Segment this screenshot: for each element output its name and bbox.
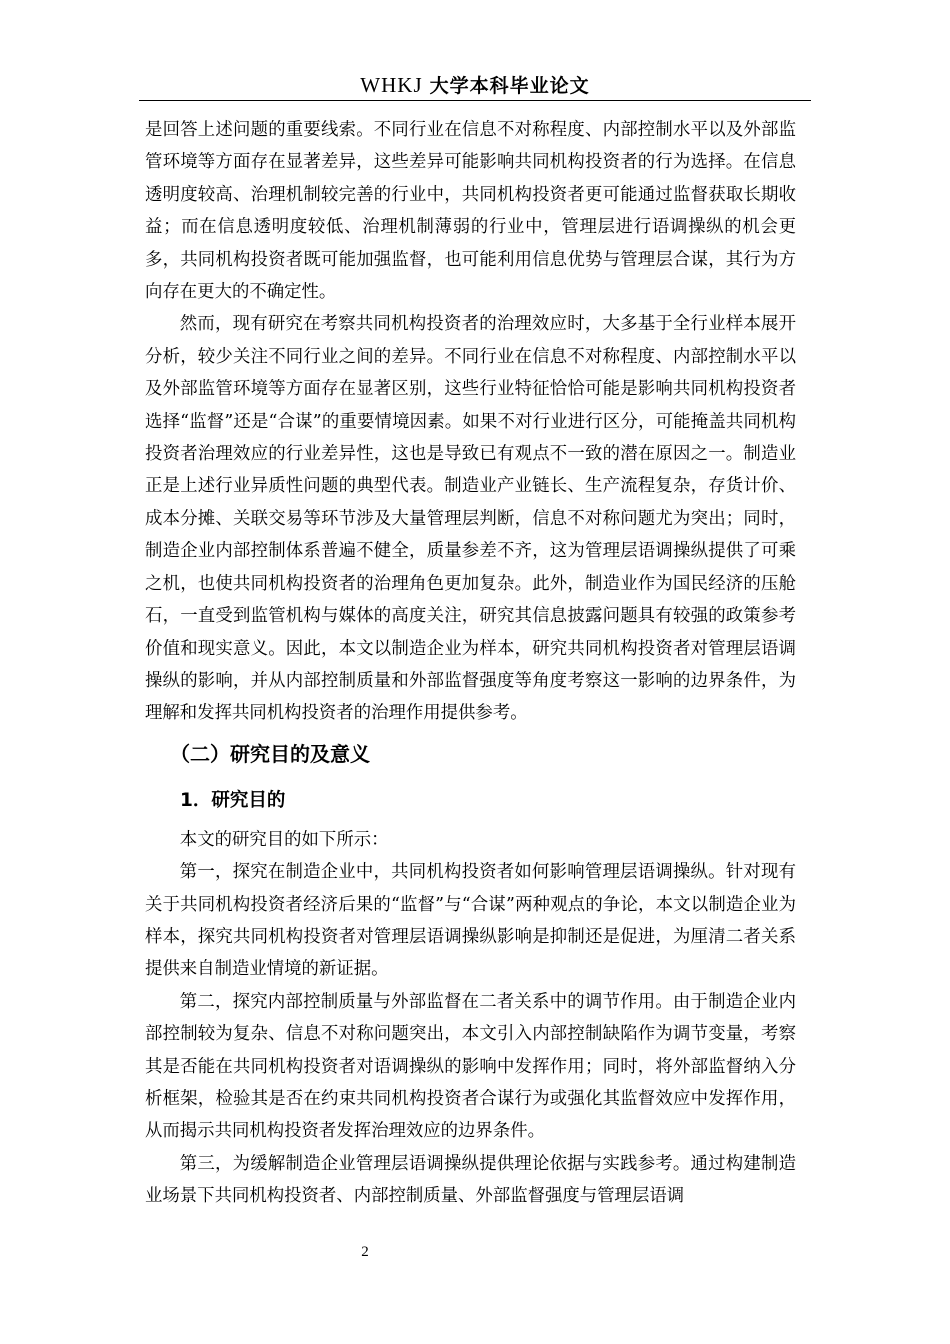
subsection-heading: 1．研究目的 <box>180 789 286 811</box>
running-header <box>139 70 811 100</box>
page-number: 2 <box>361 1244 369 1260</box>
header-title: 大学本科毕业论文 <box>429 75 590 97</box>
paragraph-purpose-third: 第三，为缓解制造企业管理层语调操纵提供理论依据与实践参考。通过构建制造业场景下共同机构投资者、内部控制质量、外部监督强度与管理层语调 <box>145 1153 796 1207</box>
paragraph-purpose-intro: 本文的研究目的如下所示： <box>179 829 389 850</box>
paragraph-purpose-first: 第一，探究在制造企业中，共同机构投资者如何影响管理层语调操纵。针对现有关于共同机构投资者经济后果的“监督”与“合谋”两种观点的争论，本文以制造企业为样本，探究共同机构投资者对管理层语调操纵影响是抑制还是促进，为厘清二者关系提供来自制造业情境的新证据。 <box>145 862 796 980</box>
body-text <box>145 114 796 1213</box>
paragraph-industry-differences: 然而，现有研究在考察共同机构投资者的治理效应时，大多基于全行业样本展开分析，较少关注不同行业之间的差异。不同行业在信息不对称程度、内部控制水平以及外部监管环境等方面存在显著区别，这些行业特征恰恰可能是影响共同机构投资者选择“监督”还是“合谋”的重要情境因素。如果不对行业进行区分，可能掩盖共同机构投资者治理效应的行业差异性，这也是导致已有观点不一致的潜在原因之一。制造业正是上述行业异质性问题的典型代表。制造业产业链长、生产流程复杂，存货计价、成本分摊、关联交易等环节涉及大量管理层判断，信息不对称问题尤为突出；同时，制造企业内部控制体系普遍不健全，质量参差不齐，这为管理层语调操纵提供了可乘之机，也使共同机构投资者的治理角色更加复杂。此外，制造业作为国民经济的压舱石，一直受到监管机构与媒体的高度关注，研究其信息披露问题具有较强的政策参考价值和现实意义。因此，本文以制造企业为样本，研究共同机构投资者对管理层语调操纵的影响，并从内部控制质量和外部监督强度等角度考察这一影响的边界条件，为理解和发挥共同机构投资者的治理作用提供参考。 <box>145 314 796 724</box>
header-prefix: WHKJ <box>360 73 423 97</box>
header-rule <box>139 100 811 101</box>
paragraph-continuation: 是回答上述问题的重要线索。不同行业在信息不对称程度、内部控制水平以及外部监管环境等方面存在显著差异，这些差异可能影响共同机构投资者的行为选择。在信息透明度较高、治理机制较完善的行业中，共同机构投资者更可能通过监督获取长期收益；而在信息透明度较低、治理机制薄弱的行业中，管理层进行语调操纵的机会更多，共同机构投资者既可能加强监督，也可能利用信息优势与管理层合谋，其行为方向存在更大的不确定性。 <box>145 120 796 303</box>
section-heading: （二）研究目的及意义 <box>170 741 370 766</box>
paragraph-purpose-second: 第二，探究内部控制质量与外部监督在二者关系中的调节作用。由于制造企业内部控制较为复杂、信息不对称问题突出，本文引入内部控制缺陷作为调节变量，考察其是否能在共同机构投资者对语调操纵的影响中发挥作用；同时，将外部监督纳入分析框架，检验其是否在约束共同机构投资者合谋行为或强化其监督效应中发挥作用，从而揭示共同机构投资者发挥治理效应的边界条件。 <box>145 991 796 1142</box>
